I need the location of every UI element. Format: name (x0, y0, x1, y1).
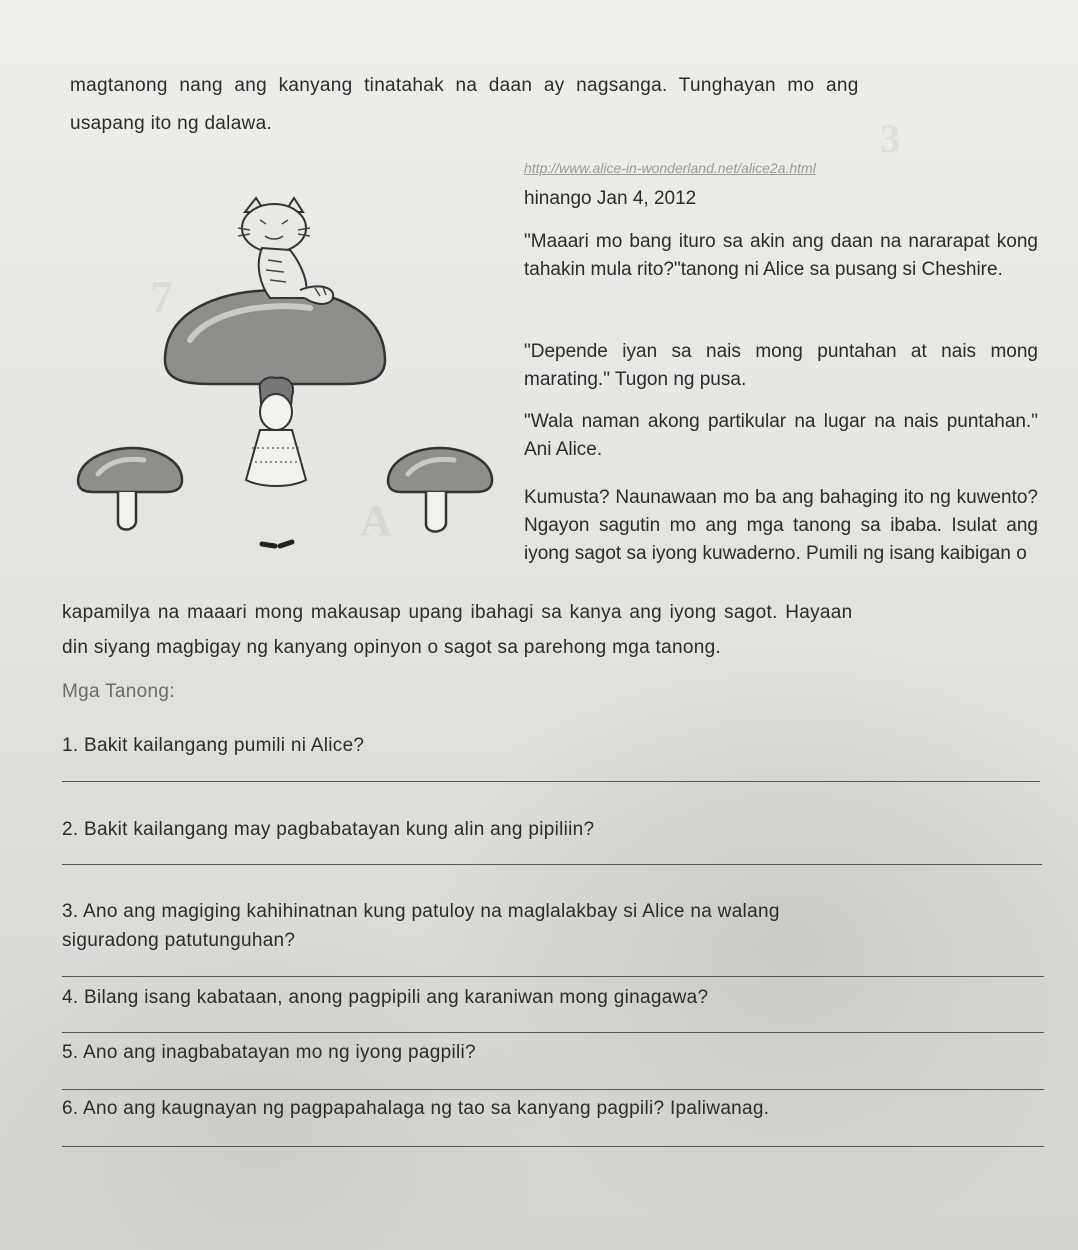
question-3-continued: siguradong patutunguhan? (62, 930, 296, 951)
question-6: 6. Ano ang kaugnayan ng pagpapahalaga ng tao sa kanyang pagpili? Ipaliwanag. (62, 1098, 770, 1119)
instruction-line-2: kapamilya na maaari mong makausap upang ibahagi sa kanya ang iyong sagot. Hayaan (62, 602, 853, 623)
question-3: 3. Ano ang magiging kahihinatnan kung patuloy na maglalakbay si Alice na walang (62, 901, 780, 922)
dialogue-paragraph-1: "Maaari mo bang ituro sa akin ang daan na nararapat kong tahakin mula rito?"tanong ni Alice sa pusang si Cheshire. (524, 231, 1038, 280)
bleed-through-text: 3 (880, 116, 900, 161)
bleed-through-text: A (360, 496, 392, 545)
answer-line-6[interactable] (62, 1146, 1044, 1147)
questions-heading: Mga Tanong: (62, 681, 175, 702)
answer-line-5[interactable] (62, 1089, 1044, 1090)
question-5: 5. Ano ang inagbabatayan mo ng iyong pagpili? (62, 1042, 476, 1063)
answer-line-4[interactable] (62, 1032, 1044, 1033)
dialogue-paragraph-3: "Wala naman akong partikular na lugar na nais puntahan." Ani Alice. (524, 411, 1038, 460)
instruction-line-3: din siyang magbigay ng kanyang opinyon o sagot sa parehong mga tanong. (62, 637, 722, 658)
answer-line-3[interactable] (62, 976, 1044, 977)
source-date: hinango Jan 4, 2012 (524, 188, 697, 209)
intro-line-1: magtanong nang ang kanyang tinatahak na daan ay nagsanga. Tunghayan mo ang (70, 75, 859, 96)
dialogue-paragraph-2: "Depende iyan sa nais mong puntahan at nais mong marating." Tugon ng pusa. (524, 341, 1038, 390)
answer-line-2[interactable] (62, 864, 1042, 865)
intro-line-2: usapang ito ng dalawa. (70, 113, 273, 134)
question-1: 1. Bakit kailangang pumili ni Alice? (62, 735, 365, 756)
cheshire-cat-mushroom-illustration (70, 190, 510, 570)
source-url-link[interactable]: http://www.alice-in-wonderland.net/alice2a.html (524, 160, 816, 176)
bleed-through-text: 7 (150, 271, 173, 322)
instruction-paragraph: Kumusta? Naunawaan mo ba ang bahaging ito ng kuwento? Ngayon sagutin mo ang mga tanong sa ibaba. Isulat ang iyong sagot sa iyong kuwaderno. Pumili ng isang kaibigan o (524, 487, 1038, 564)
answer-line-1[interactable] (62, 781, 1040, 782)
question-4: 4. Bilang isang kabataan, anong pagpipili ang karaniwan mong ginagawa? (62, 987, 709, 1008)
question-2: 2. Bakit kailangang may pagbabatayan kung alin ang pipiliin? (62, 819, 595, 840)
